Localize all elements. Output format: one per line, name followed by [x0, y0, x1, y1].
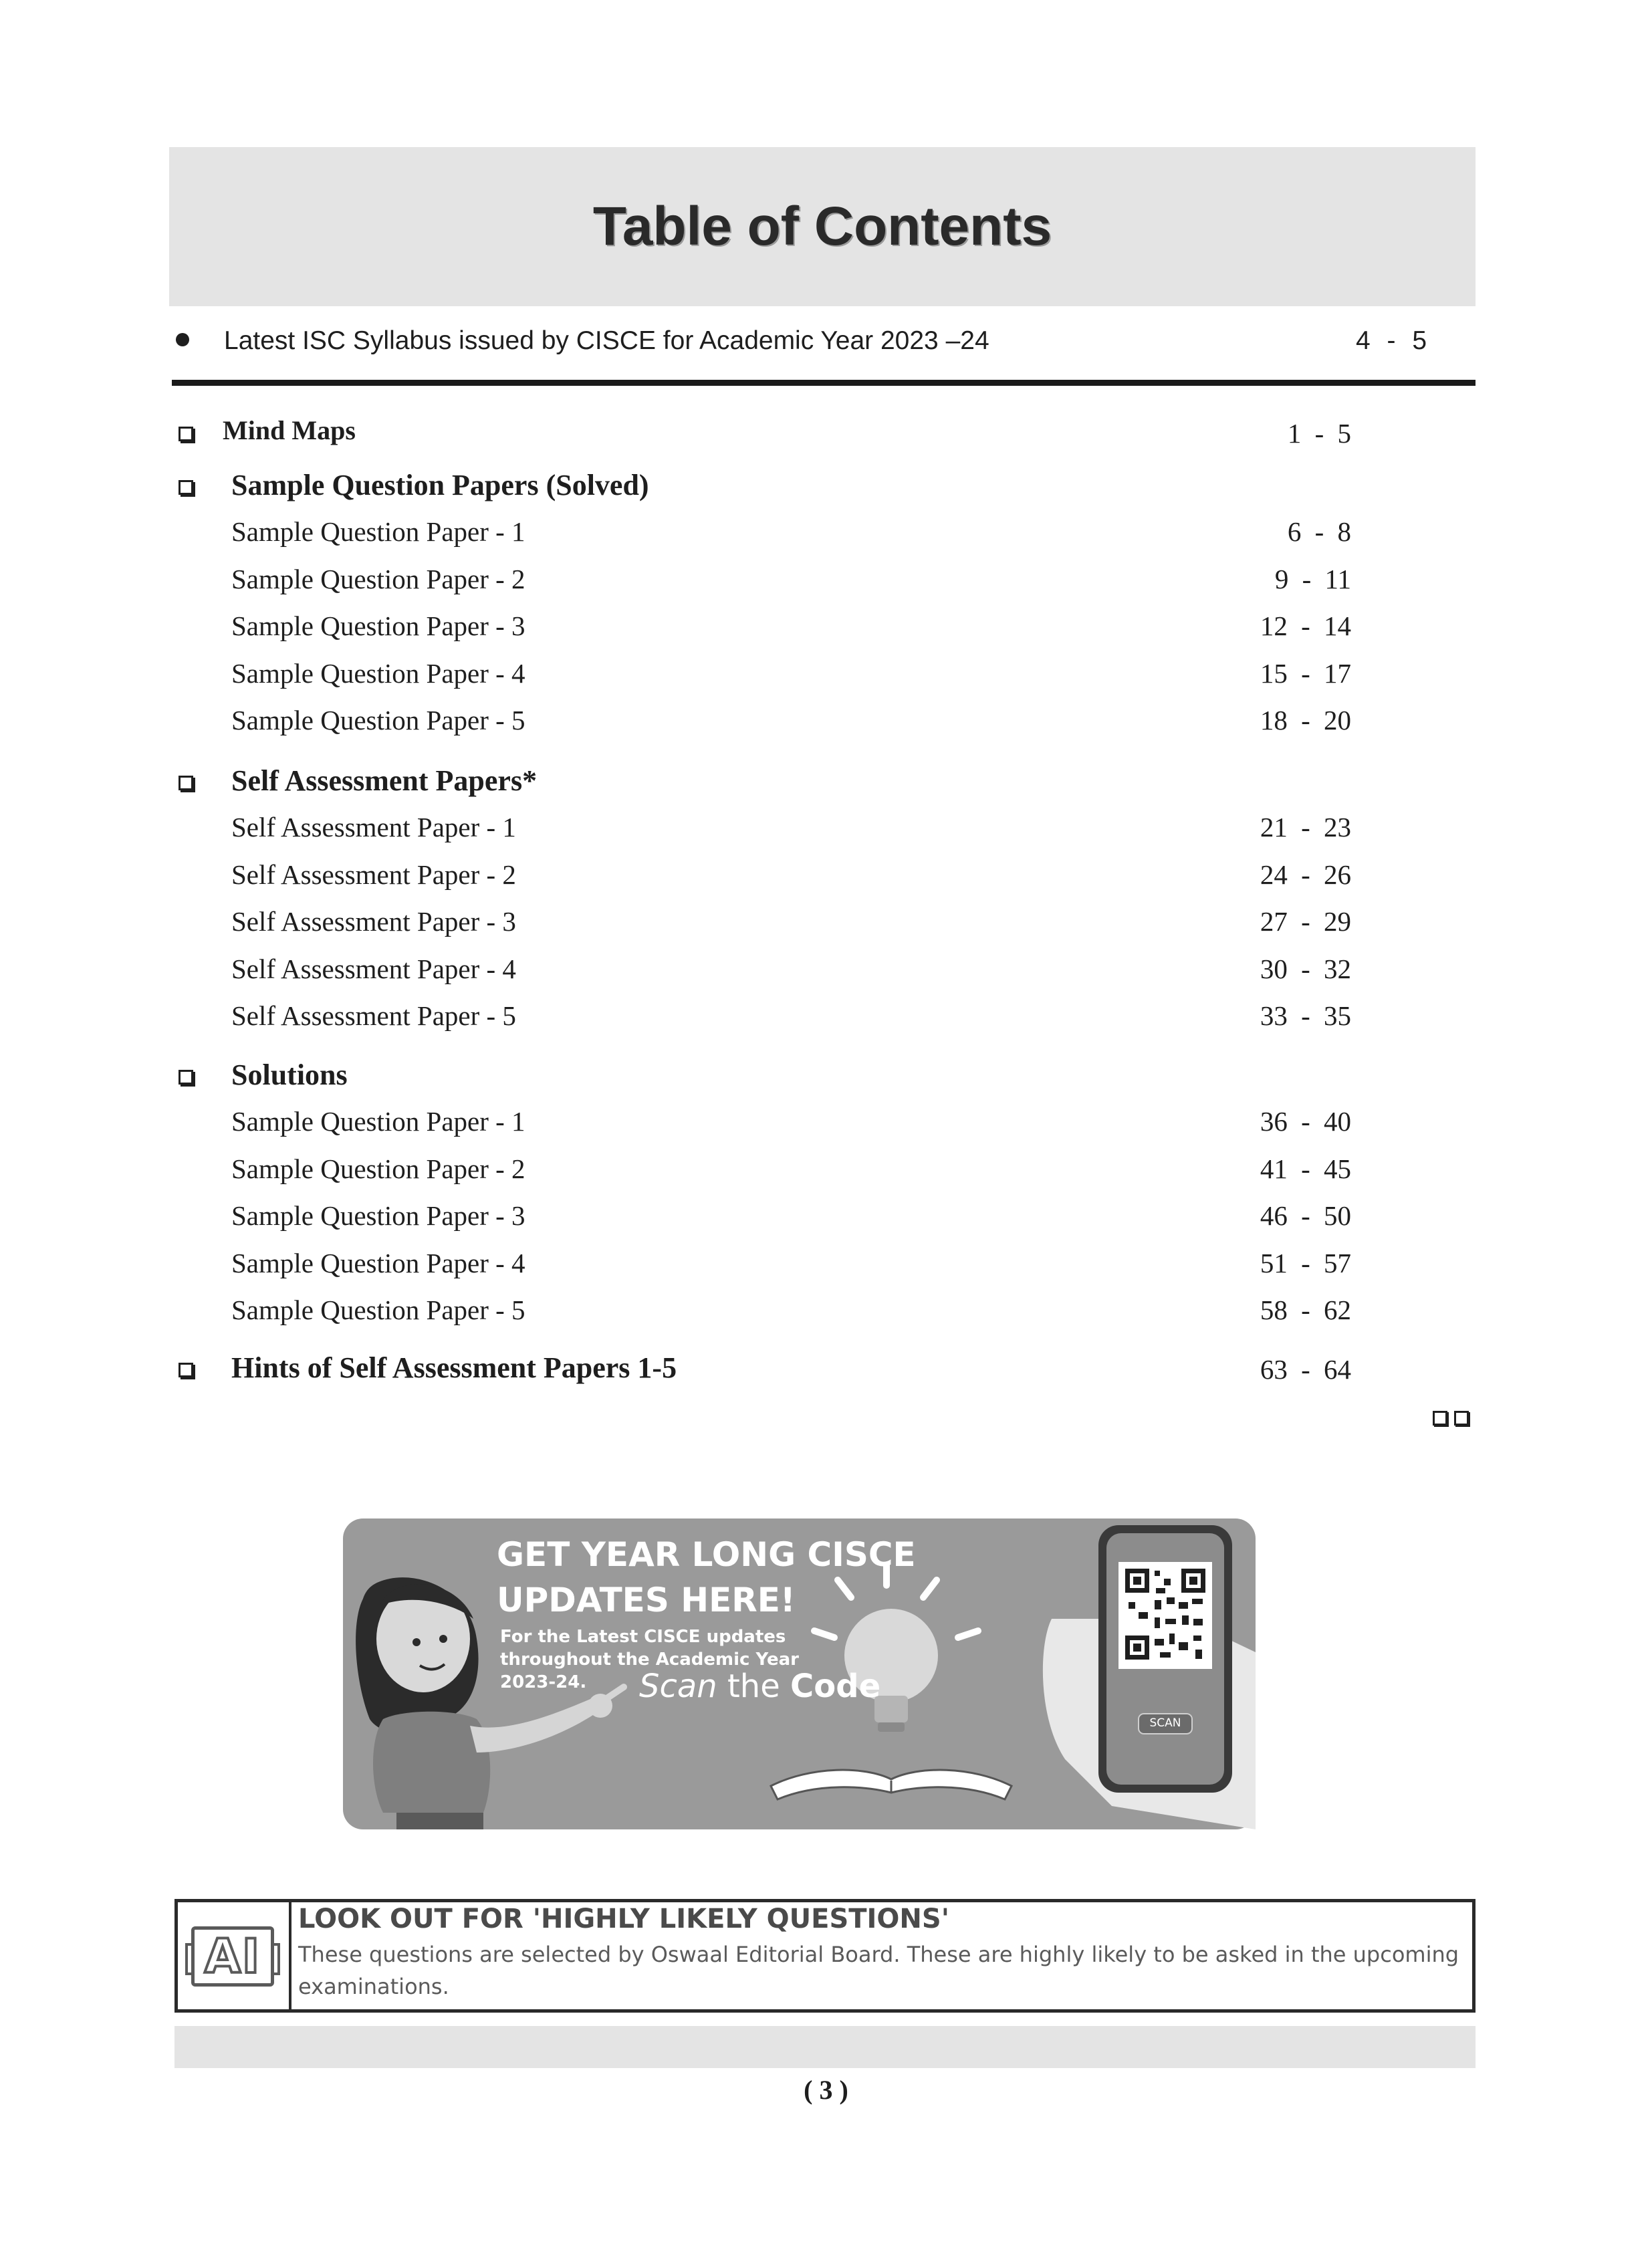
toc-entry-pages: 15 - 17	[1260, 658, 1351, 689]
scan-button-label: SCAN	[1149, 1716, 1181, 1730]
toc-entry-pages: 24 - 26	[1260, 859, 1351, 890]
toc-entry-label: Self Assessment Paper - 4	[231, 953, 516, 984]
toc-section-heading	[169, 467, 1476, 508]
toc-section-heading	[169, 762, 1476, 804]
toc-entry-pages: 30 - 32	[1260, 953, 1351, 984]
title-band	[169, 147, 1476, 306]
toc-entry-label: Sample Question Paper - 5	[231, 705, 525, 736]
toc-entry	[169, 606, 1476, 647]
end-mark-icon	[1430, 1408, 1477, 1428]
toc-entry	[169, 1290, 1476, 1331]
checkbox-bullet-icon	[179, 427, 193, 441]
toc-section-heading	[169, 1056, 1476, 1098]
promo-sub-line-3: 2023-24.	[500, 1672, 587, 1692]
promo-headline	[497, 1532, 916, 1623]
footer-band	[174, 2026, 1476, 2068]
page-title: Table of Contents	[592, 196, 1052, 257]
book-illustration	[771, 1770, 1012, 1799]
checkbox-bullet-icon	[179, 1070, 193, 1085]
toc-entry-pages: 58 - 62	[1260, 1294, 1351, 1325]
notice-icon-cell	[178, 1902, 291, 2009]
divider	[172, 380, 1476, 386]
toc-entry	[169, 1196, 1476, 1237]
promo-headline-line-2: UPDATES HERE!	[497, 1581, 796, 1619]
toc-entry	[169, 996, 1476, 1037]
toc-section-pages: 1 - 5	[1287, 418, 1351, 449]
toc-entry	[169, 512, 1476, 553]
ai-book-icon: AI	[191, 1926, 274, 1987]
toc-entry-label: Self Assessment Paper - 3	[231, 906, 516, 937]
code-word: Code	[790, 1668, 881, 1705]
toc-entry-label: Sample Question Paper - 2	[231, 564, 525, 594]
toc-entry	[169, 653, 1476, 695]
toc-entry-pages: 9 - 11	[1274, 564, 1351, 594]
checkbox-bullet-icon	[179, 776, 193, 790]
toc-entry-label: Sample Question Paper - 1	[231, 516, 525, 547]
toc-entry	[169, 901, 1476, 943]
toc-entry-label: Self Assessment Paper - 1	[231, 812, 516, 842]
toc-entry-label: Sample Question Paper - 3	[231, 1200, 525, 1231]
toc-entry-label: Sample Question Paper - 1	[231, 1106, 525, 1137]
syllabus-pages: 4 - 5	[1356, 326, 1427, 355]
toc-section-pages: 63 - 64	[1260, 1354, 1351, 1385]
phone-illustration	[1043, 1525, 1256, 1829]
toc-entry-label: Sample Question Paper - 4	[231, 1248, 525, 1278]
toc-section-title: Mind Maps	[223, 415, 356, 445]
promo-banner	[343, 1518, 1256, 1829]
bullet-icon	[176, 333, 189, 346]
toc-section-title: Self Assessment Papers*	[231, 764, 538, 797]
toc-entry-pages: 18 - 20	[1260, 705, 1351, 736]
toc-entry	[169, 1243, 1476, 1284]
syllabus-entry	[169, 320, 1476, 368]
the-word: the	[717, 1668, 790, 1705]
toc-entry	[169, 1149, 1476, 1190]
toc-entry-label: Sample Question Paper - 5	[231, 1294, 525, 1325]
toc-entry-label: Self Assessment Paper - 2	[231, 859, 516, 890]
scan-the-code-text	[639, 1668, 880, 1705]
notice-body: These questions are selected by Oswaal Editorial Board. These are highly likely to be asked in the upcoming examinations.	[298, 1942, 1459, 1999]
toc-section-title: Sample Question Papers (Solved)	[231, 469, 649, 501]
toc-entry-pages: 51 - 57	[1260, 1248, 1351, 1278]
toc-entry-pages: 27 - 29	[1260, 906, 1351, 937]
toc-section-heading	[169, 413, 1476, 455]
checkbox-bullet-icon	[179, 1363, 193, 1377]
toc-section-heading	[169, 1349, 1476, 1391]
page-number: ( 3 )	[804, 2075, 848, 2105]
toc-entry-pages: 46 - 50	[1260, 1200, 1351, 1231]
highly-likely-notice	[174, 1899, 1476, 2013]
toc-entry-label: Sample Question Paper - 4	[231, 658, 525, 689]
toc-entry-label: Self Assessment Paper - 5	[231, 1000, 516, 1031]
toc-entry-pages: 6 - 8	[1287, 516, 1351, 547]
toc-entry-pages: 41 - 45	[1260, 1153, 1351, 1184]
toc-entry	[169, 700, 1476, 742]
toc-entry-pages: 21 - 23	[1260, 812, 1351, 842]
toc-entry-pages: 36 - 40	[1260, 1106, 1351, 1137]
checkbox-bullet-icon	[179, 480, 193, 495]
toc-entry	[169, 949, 1476, 990]
toc-entry-pages: 12 - 14	[1260, 610, 1351, 641]
toc-entry	[169, 855, 1476, 896]
toc-section-title: Hints of Self Assessment Papers 1-5	[231, 1351, 677, 1384]
promo-sub-line-2: throughout the Academic Year	[500, 1650, 799, 1670]
toc-entry	[169, 559, 1476, 600]
notice-title: LOOK OUT FOR 'HIGHLY LIKELY QUESTIONS'	[298, 1904, 949, 1934]
promo-sub-line-1: For the Latest CISCE updates	[500, 1627, 786, 1647]
scan-word: Scan	[639, 1668, 717, 1705]
toc-entry	[169, 1101, 1476, 1143]
toc-entry	[169, 807, 1476, 849]
syllabus-label: Latest ISC Syllabus issued by CISCE for Academic Year 2023 –24	[224, 326, 989, 355]
toc-section-title: Solutions	[231, 1058, 348, 1091]
promo-headline-line-1: GET YEAR LONG CISCE	[497, 1535, 916, 1574]
toc-entry-label: Sample Question Paper - 3	[231, 610, 525, 641]
toc-entry-pages: 33 - 35	[1260, 1000, 1351, 1031]
toc-entry-label: Sample Question Paper - 2	[231, 1153, 525, 1184]
